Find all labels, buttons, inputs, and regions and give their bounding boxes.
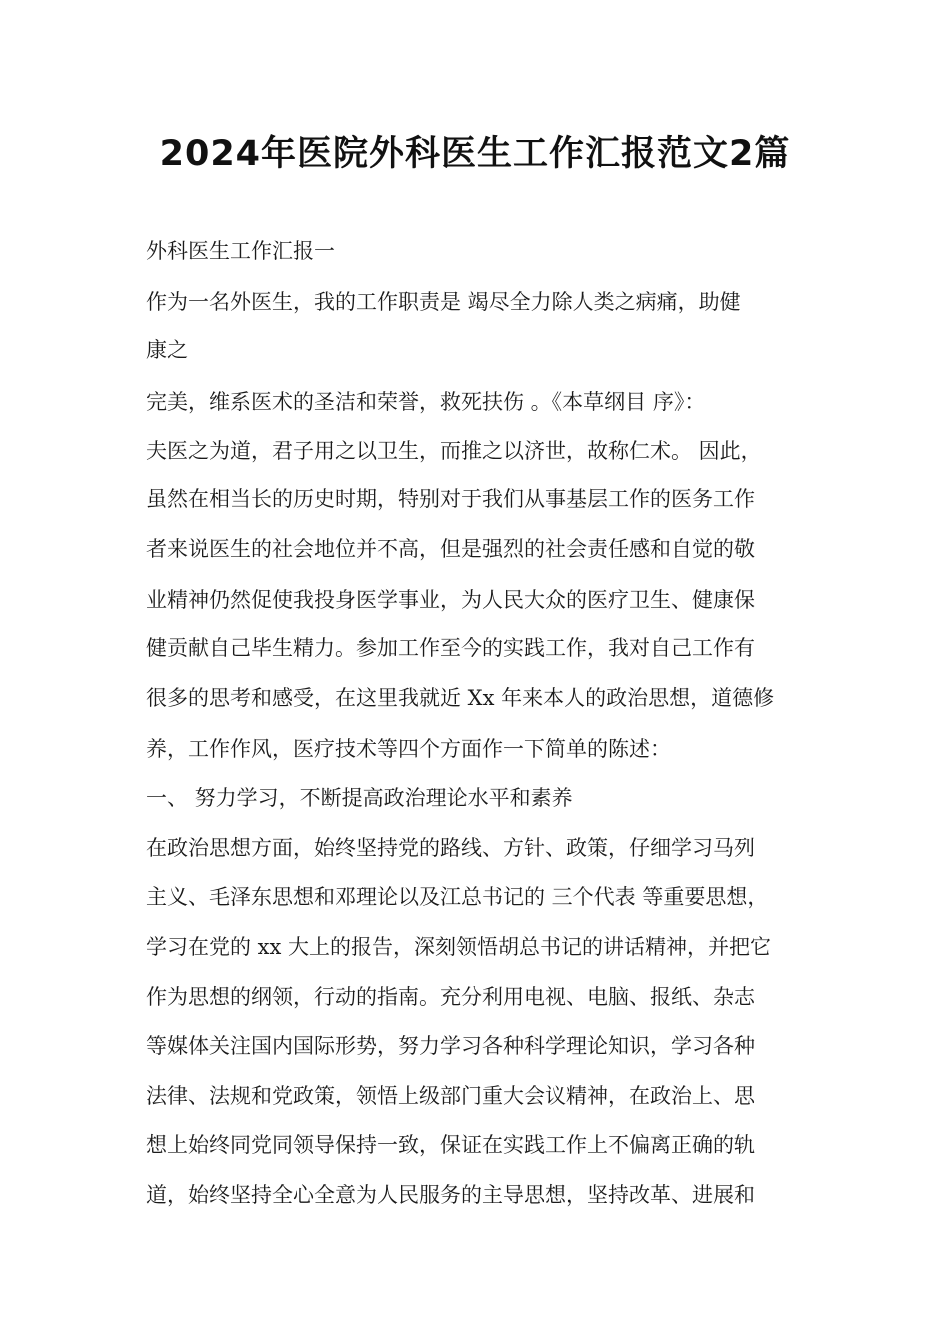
text-line: 夫医之为道，君子用之以卫生，而推之以济世，故称仁术。 因此， bbox=[146, 439, 762, 463]
text-line: 主义、毛泽东思想和邓理论以及江总书记的 三个代表 等重要思想， bbox=[146, 885, 769, 909]
text-line: 外科医生工作汇报一 bbox=[146, 239, 335, 263]
document-title: 2024年医院外科医生工作汇报范文2篇 bbox=[159, 134, 791, 174]
text-line: 想上始终同党同领导保持一致，保证在实践工作上不偏离正确的轨 bbox=[146, 1133, 755, 1157]
text-line: 健贡献自己毕生精力。参加工作至今的实践工作，我对自己工作有 bbox=[146, 636, 755, 660]
text-line: 道，始终坚持全心全意为人民服务的主导思想，坚持改革、进展和 bbox=[146, 1183, 755, 1207]
text-line: 法律、法规和党政策，领悟上级部门重大会议精神，在政治上、思 bbox=[146, 1084, 755, 1108]
section-heading: 一、 努力学习，不断提高政治理论水平和素养 bbox=[146, 786, 573, 810]
text-line: 业精神仍然促使我投身医学事业，为人民大众的医疗卫生、健康保 bbox=[146, 588, 755, 612]
text-line: 在政治思想方面，始终坚持党的路线、方针、政策，仔细学习马列 bbox=[146, 836, 755, 860]
text-line: 等媒体关注国内国际形势，努力学习各种科学理论知识，学习各种 bbox=[146, 1034, 755, 1058]
text-line: 学习在党的 xx 大上的报告，深刻领悟胡总书记的讲话精神，并把它 bbox=[146, 935, 772, 959]
text-line: 作为一名外医生，我的工作职责是 竭尽全力除人类之病痛，助健 bbox=[146, 290, 741, 314]
text-line: 很多的思考和感受，在这里我就近 Xx 年来本人的政治思想，道德修 bbox=[146, 686, 775, 710]
text-line: 完美，维系医术的圣洁和荣誉，救死扶伤 。《本草纲目 序》： bbox=[146, 390, 706, 414]
text-line: 作为思想的纲领，行动的指南。充分利用电视、电脑、报纸、杂志 bbox=[146, 985, 755, 1009]
text-line: 康之 bbox=[146, 338, 188, 362]
text-line: 虽然在相当长的历史时期，特别对于我们从事基层工作的医务工作 bbox=[146, 487, 755, 511]
text-line: 养，工作作风，医疗技术等四个方面作一下简单的陈述： bbox=[146, 737, 671, 761]
text-line: 者来说医生的社会地位并不高，但是强烈的社会责任感和自觉的敬 bbox=[146, 537, 755, 561]
